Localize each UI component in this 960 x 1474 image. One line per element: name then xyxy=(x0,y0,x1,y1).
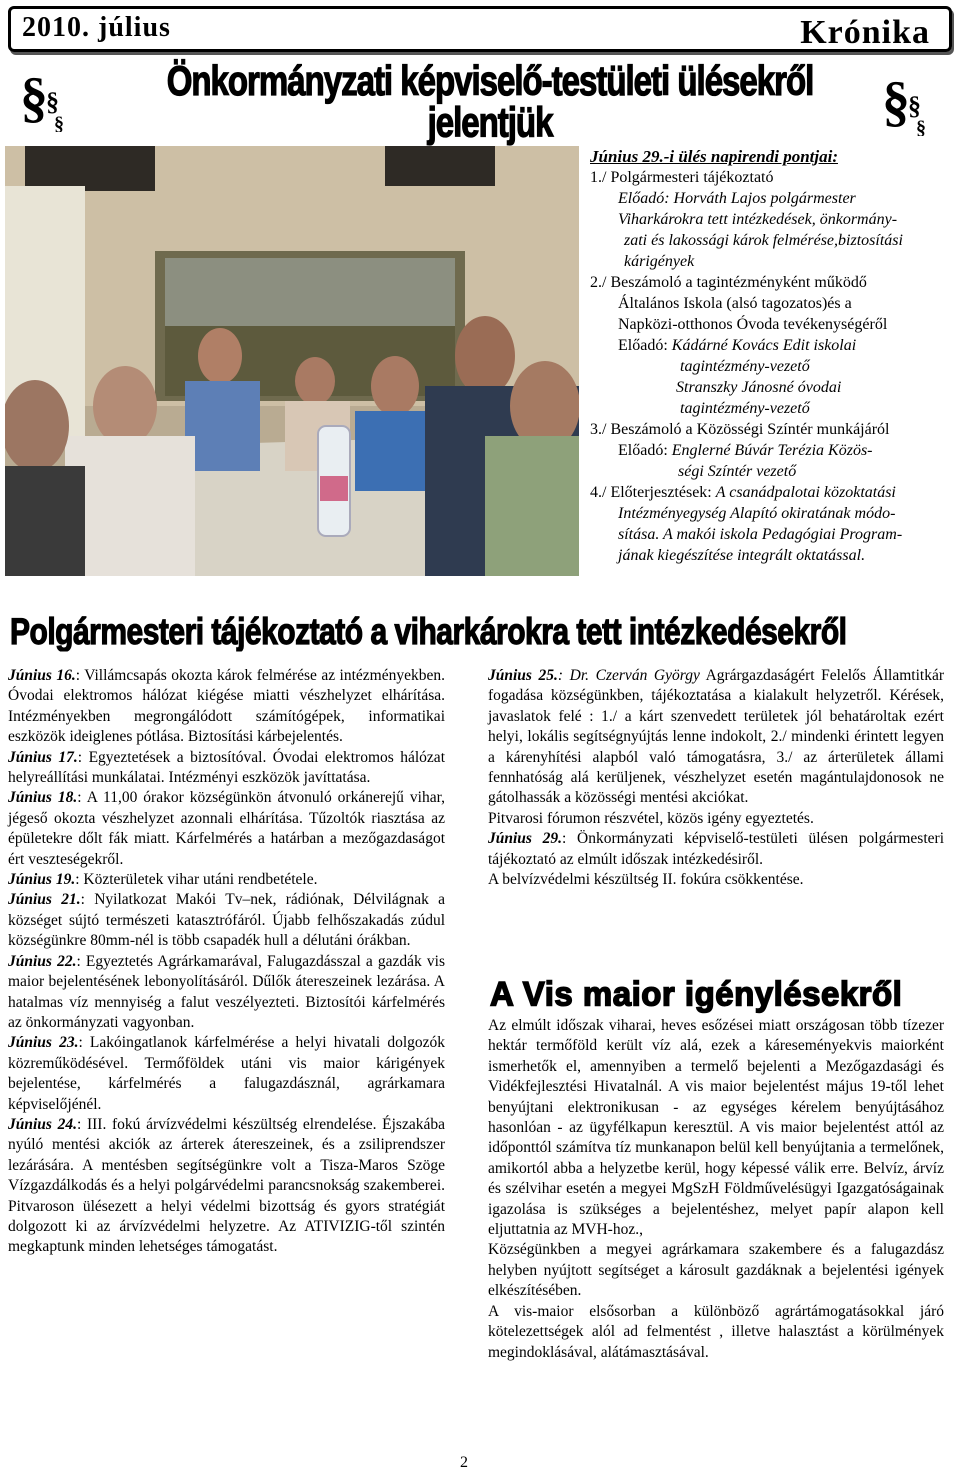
entry-text: : Villámcsapás okozta károk felmérése az intézményekben. Óvodai elektromos hálózat kiégése miatti vészhelyzet elhárítása. Intézményekben megrongálódott számítógépek, informatikai eszközök ideiglenes pótlása. Biztosítási kárbejelentés. xyxy=(8,667,445,746)
agenda-item xyxy=(590,482,955,503)
chronology-entry xyxy=(8,788,445,870)
agenda-item-text: A csanádpalotai közoktatási xyxy=(715,484,896,501)
vis-maior-article xyxy=(488,1016,944,1363)
chronology-entry xyxy=(8,870,445,890)
vis-maior-title: A Vis maior igénylésekről xyxy=(490,974,903,1013)
presenter-name: Stranszky Jánosné óvodai xyxy=(676,379,842,396)
entry-text: : III. fokú árvízvédelmi készültség elrendelése. Éjszakába nyúló mentési akciók az árterek átereszeinek, és a zsiliprendszer lezárására. A mentésben segítségünkre volt a Tisza-Maros Szöge Vízgazdálkodás és a helyi polgárvédelmi parancsnokság szakemberei. Pitvaroson ülésezett a helyi védelmi bizottság és gyors stratégiát dolgozott ki az árvízvédelmi helyzetre. Az ATIVIZIG-től szintén megkaptunk minden lehetséges támogatást. xyxy=(8,1115,445,1256)
entry-text: Agrárgazdaságért Felelős Államtitkár fogadása községünkben, tájékoztatása a kialakult helyzetről. Kérések, javaslatok felé : 1./ a kárt szenvedett területek jól behatároltak ezért helyi, lokális segítségnyújtás lenne indokolt, 2./ mindenki érintett legyen a kárenyhítési alapból való támogatásra, 3./ az árterületek állami fennhatóság alá kerüljenek, vészhelyzet esetén magántulajdonosok ne gátolhassák a közösségi mentési akciókat. xyxy=(488,667,944,807)
paragraph-seal-icon xyxy=(880,70,940,136)
agenda-item-line: Intézményegység Alapító okiratának módo- xyxy=(618,505,896,522)
entry-text: : Egyeztetések a biztosítóval. Óvodai elektromos hálózat helyreállítási munkálatai. Intézményi eszközök javíttatása. xyxy=(8,748,445,787)
agenda-item: 3./ Beszámoló a Közösségi Színtér munkájáról xyxy=(590,421,890,438)
entry-date: Június 22. xyxy=(8,952,77,970)
chronology-entry xyxy=(8,952,445,1034)
svg-text:§: § xyxy=(46,87,59,116)
chronology-entry xyxy=(8,666,445,748)
chronology-entry xyxy=(8,1033,445,1115)
agenda-item-line: sítása. A makói iskola Pedagógiai Program- xyxy=(618,526,903,543)
agenda-subtopic: zati és lakossági károk felmérése,biztosítási xyxy=(624,232,903,249)
page-number: 2 xyxy=(460,1454,468,1471)
agenda-item-label: 4./ Előterjesztések: xyxy=(590,484,716,501)
council-meeting-photo xyxy=(5,146,579,576)
entry-text: : Lakóingatlanok kárfelmérése a helyi hivatali dolgozók közreműködésével. Termőföldek utáni vis maior kárigények bejelentése, kárfelmérés a falugazdásznál, agrárkamara képviselőjénél. xyxy=(8,1034,446,1113)
entry-person: : Dr. Czerván György xyxy=(557,667,700,684)
agenda-presenter xyxy=(590,335,955,356)
agenda-item-line: Általános Iskola (alsó tagozatos)és a xyxy=(618,295,852,312)
agenda-item-line: jának kiegészítése integrált oktatással. xyxy=(618,547,866,564)
section-title: Polgármesteri tájékoztató a viharkárokra tett intézkedésekről xyxy=(10,614,847,652)
entry-date: Június 21. xyxy=(8,891,81,909)
chronology-entry xyxy=(8,1115,445,1258)
agenda-item: 1./ Polgármesteri tájékoztató xyxy=(590,169,774,186)
agenda-heading: Június 29.-i ülés napirendi pontjai: xyxy=(590,147,838,166)
entry-text: : Egyeztetés Agrárkamarával, Falugazdásszal a gazdák vis maior bejelentésének lebonyolításáról. Dűlők átereszeinek lezárása. A hatalmas víz mennyiség a falut veszélyezteti. Biztosítói kárfelmérés az önkormányzati vagyonban. xyxy=(8,952,445,1031)
svg-text:§: § xyxy=(882,71,910,133)
entry-date: Június 24. xyxy=(8,1115,77,1133)
chronology-entry xyxy=(8,890,445,951)
chronology-entry xyxy=(8,748,445,789)
entry-text: : Nyilatkozat Makói Tv–nek, rádiónak, Délvilágnak a községet sújtó természeti katasztrófáról. Újabb felhőszakadás zúdul községünkre 80mm-nél is több csapadék hull a délutáni órákban. xyxy=(8,891,446,950)
entry-date: Június 19. xyxy=(8,871,76,889)
agenda-item-line: Napközi-otthonos Óvoda tevékenységéről xyxy=(618,316,888,333)
presenter-role: tagintézmény-vezető xyxy=(680,358,810,375)
svg-text:§: § xyxy=(908,91,921,120)
agenda-presenter: Előadó: Horváth Lajos polgármester xyxy=(618,190,856,207)
issue-date: 2010. július xyxy=(22,12,171,43)
entry-text: : A 11,00 órakor községünkön átvonuló orkánerejű vihar, jégeső okozta vészhelyzet azonnali elhárítása. Tűzoltók riasztása az épületekre dőlt fák miatt. Kárfelmérés a határban a mezőgazdaságot ért veszteségekről. xyxy=(8,789,445,868)
agenda-item: 2./ Beszámoló a tagintézményként működő xyxy=(590,274,867,291)
agenda-subtopic: Viharkárokra tett intézkedések, önkormány- xyxy=(618,211,898,228)
presenter-name: Englerné Búvár Terézia Közös- xyxy=(671,442,873,459)
article-paragraph: Községünkben a megyei agrárkamara szakembere és a falugazdász helyben nyújtott segítséget a károsult gazdáknak a bejelentési igények elkészítésében. xyxy=(488,1241,944,1300)
agenda xyxy=(590,146,955,566)
entry-date: Június 18. xyxy=(8,789,78,807)
chronology-entry: A belvízvédelmi készültség II. fokúra csökkentése. xyxy=(488,871,804,889)
presenter-role: tagintézmény-vezető xyxy=(680,400,810,417)
chronology-left-column xyxy=(8,666,445,1258)
entry-date: Június 29. xyxy=(488,830,563,848)
chronology-entry xyxy=(488,829,944,870)
presenter-role: ségi Színtér vezető xyxy=(678,463,797,480)
main-title: Önkormányzati képviselő-testületi ülésekről jelentjük xyxy=(166,57,814,145)
chronology-entry: Pitvarosi fórumon részvétel, közös igény egyeztetés. xyxy=(488,809,814,827)
entry-date: Június 25. xyxy=(488,667,558,684)
svg-text:§: § xyxy=(54,113,64,132)
entry-date: Június 17. xyxy=(8,748,78,766)
article-paragraph: Az elmúlt időszak viharai, heves esőzései miatt országosan több tízezer hektár termőföld került víz alá, ezek a káreseményekvis maiorként ismerhetők el, amennyiben a termelő bejelenti a Mezőgazdasági és Vidékfejlesztési Hivatalnál. A vis maior bejelentést május 19-től lehet benyújtani elektronikusan - az egységes kérelem benyújtásához hasonlóan - az ügyfélkapun keresztül. A vis maior bejelentést attól az időponttól számítva tíz munkanapon belül kell benyújtania a termelőnek, amikortól abba a helyzetbe kerül, hogy képessé válik erre. Belvíz, árvíz és szélvihar esetén a megyei MgSzH Földművelésügyi Igazgatóságainak igazolása is szükséges a bejelentéshez, melyet papír alapon kell eljuttatnia az MVH-hoz., xyxy=(488,1017,944,1239)
entry-date: Június 16. xyxy=(8,667,76,684)
entry-text: : Közterületek vihar utáni rendbetétele. xyxy=(75,871,318,889)
newsletter-brand: Krónika xyxy=(800,14,930,51)
entry-date: Június 23. xyxy=(8,1034,79,1052)
article-paragraph: A vis-maior elsősorban a különböző agrártámogatásokkal járó kötelezettségek alól ad felmentést , illetve halasztást a körülmények megindoklásával, alátámasztásával. xyxy=(488,1302,944,1361)
presenter-name: Kádárné Kovács Edit iskolai xyxy=(671,337,857,354)
agenda-presenter xyxy=(590,440,955,461)
chronology-entry xyxy=(488,666,944,809)
presenter-label: Előadó: xyxy=(618,442,672,459)
paragraph-seal-icon xyxy=(18,66,78,132)
entry-text: : Önkormányzati képviselő-testületi ülésen polgármesteri tájékoztató az elmúlt időszak intézkedésiről. xyxy=(488,830,944,868)
svg-text:§: § xyxy=(916,117,926,136)
agenda-subtopic: kárigények xyxy=(624,253,695,270)
chronology-right-column xyxy=(488,666,944,890)
svg-text:§: § xyxy=(20,67,48,129)
presenter-label: Előadó: xyxy=(618,337,672,354)
